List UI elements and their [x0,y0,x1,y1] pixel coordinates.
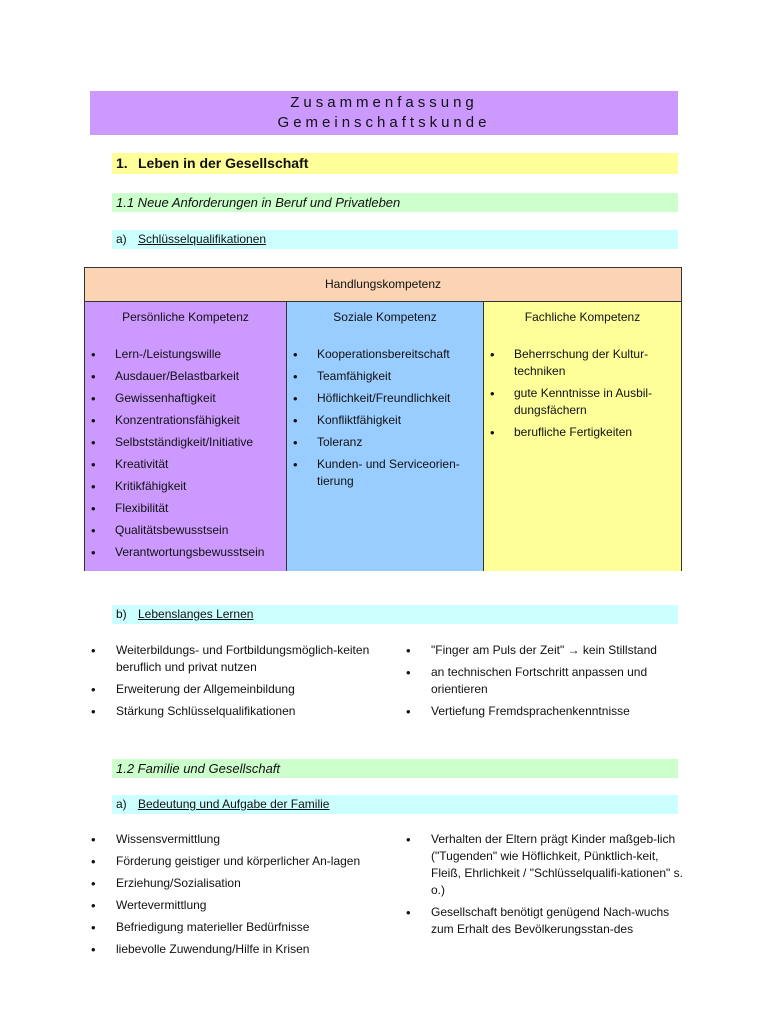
subsection-a1-heading [112,230,678,249]
list-item: • Ausdauer/Belastbarkeit [85,368,286,385]
subsection-b1-label: b) [116,607,127,621]
list-item: • Flexibilität [85,500,286,517]
list-item: • Verantwortungsbewusstsein [85,544,286,561]
list-item: • Erweiterung der Allgemeinbildung [88,681,378,698]
list-item: • Qualitätsbewusstsein [85,522,286,539]
list-item: • Förderung geistiger und körperlicher An-lagen [88,853,378,870]
list-item: • Gesellschaft benötigt genügend Nach-wuchs zum Erhalt des Bevölkerungsstan-des [403,904,688,938]
social-competence-column [287,302,484,571]
list-item: • Gewissenhaftigkeit [85,390,286,407]
list-item: • Höflichkeit/Freundlichkeit [287,390,483,407]
list-item: • Verhalten der Eltern prägt Kinder maßgeb-lich ("Tugenden" wie Höflichkeit, Pünktlich-keit, Fleiß, Ehrlichkeit / "Schlüsselqualifi-kationen" s. o.) [403,831,688,899]
professional-competence-column [484,302,681,571]
list-item: • Stärkung Schlüsselqualifikationen [88,703,378,720]
social-competence-title: Soziale Kompetenz [333,310,437,324]
competence-table-header: Handlungskompetenz [85,268,681,302]
list-item: • Kunden- und Serviceorien-tierung [287,456,483,490]
subsection-a2-label: a) [116,797,127,811]
family-role-left-list [88,831,378,963]
list-item: • berufliche Fertigkeiten [484,424,681,441]
list-item: • Teamfähigkeit [287,368,483,385]
personal-competence-column [85,302,287,571]
subsection-a1-label: a) [116,232,127,246]
professional-competence-title: Fachliche Kompetenz [524,310,641,324]
document-title [90,91,678,135]
list-item: • Selbstständigkeit/Initiative [85,434,286,451]
list-item: • Konfliktfähigkeit [287,412,483,429]
family-role-right-list [403,831,688,943]
list-item: • Kritikfähigkeit [85,478,286,495]
section-1-heading [112,153,678,174]
personal-competence-title: Persönliche Kompetenz [122,310,249,324]
list-item: • Toleranz [287,434,483,451]
section-1-number: 1. [116,155,128,171]
list-item: • Kooperationsbereitschaft [287,346,483,363]
lifelong-learning-right-list [403,642,688,725]
list-item: • Wissensvermittlung [88,831,378,848]
list-item: • Beherrschung der Kultur-techniken [484,346,681,380]
list-item: • an technischen Fortschritt anpassen und orientieren [403,664,688,698]
subsection-1-1-heading: 1.1 Neue Anforderungen in Beruf und Privatleben [112,193,678,212]
section-1-title: Leben in der Gesellschaft [138,155,309,171]
list-item: • Vertiefung Fremdsprachenkenntnisse [403,703,688,720]
list-item: • Erziehung/Sozialisation [88,875,378,892]
competence-table [84,267,682,571]
subsection-a1-title: Schlüsselqualifikationen [138,232,267,246]
list-item: • Weiterbildungs- und Fortbildungsmöglich-keiten beruflich und privat nutzen [88,642,378,676]
list-item: • Kreativität [85,456,286,473]
title-line-2: Gemeinschaftskunde [277,114,491,131]
list-item: • Wertevermittlung [88,897,378,914]
list-item: • Befriedigung materieller Bedürfnisse [88,919,378,936]
subsection-a2-title: Bedeutung und Aufgabe der Familie [138,797,330,811]
subsection-a2-heading [112,795,678,814]
subsection-b1-title: Lebenslanges Lernen [138,607,254,621]
subsection-b1-heading [112,605,678,624]
list-item: • liebevolle Zuwendung/Hilfe in Krisen [88,941,378,958]
list-item: • Lern-/Leistungswille [85,346,286,363]
list-item: • gute Kenntnisse in Ausbil-dungsfächern [484,385,681,419]
list-item: • Konzentrationsfähigkeit [85,412,286,429]
subsection-1-2-heading: 1.2 Familie und Gesellschaft [112,759,678,778]
list-item: • "Finger am Puls der Zeit" → kein Stillstand [403,642,688,659]
title-line-1: Zusammenfassung [290,94,478,111]
lifelong-learning-left-list [88,642,378,725]
